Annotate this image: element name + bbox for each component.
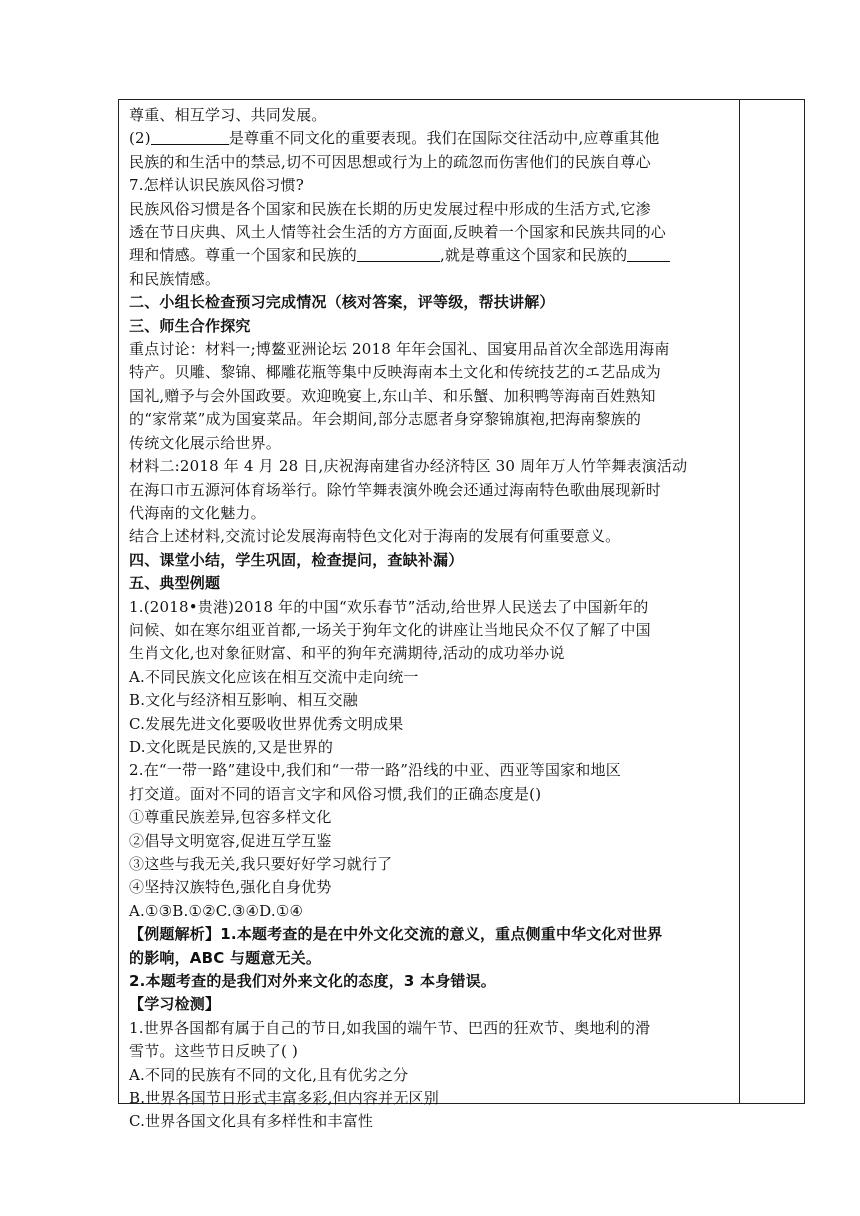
text-line: 的“家常菜”成为国宴菜品。年会期间,部分志愿者身穿黎锦旗袍,把海南黎族的: [129, 410, 642, 429]
statement-option: ①尊重民族差异,包容多样文化: [129, 808, 332, 827]
question-line: 打交道。面对不同的语言文字和风俗习惯,我们的正确态度是(): [129, 784, 542, 803]
question-line: 雪节。这些节日反映了( ): [129, 1042, 299, 1061]
line-text: 是尊重不同文化的重要表现。我们在国际交往活动中,应尊重其他: [228, 129, 660, 148]
example-analysis: 【例题解析】1.本题考查的是在中外文化交流的意义，重点侧重中华文化对世界: [129, 925, 663, 944]
question-line: 生肖文化,也对象征财富、和平的狗年充满期待,活动的成功举办说: [129, 644, 565, 663]
lesson-table: [118, 99, 805, 1131]
statement-option: ③这些与我无关,我只要好好学习就行了: [129, 855, 393, 873]
section-heading: 三、师生合作探究: [129, 316, 251, 335]
text-line-with-blanks: [129, 244, 735, 267]
line-text: ,就是尊重这个国家和民族的: [440, 246, 628, 265]
answer-option: D.文化既是民族的,又是世界的: [129, 737, 334, 756]
fill-in-blank: [151, 128, 229, 145]
answer-option: A.不同的民族有不同的文化,且有优劣之分: [129, 1065, 409, 1084]
question-line: 1.世界各国都有属于自己的节日,如我国的端午节、巴西的狂欢节、奥地利的滑: [129, 1018, 651, 1037]
text-line: 代海南的文化魅力。: [129, 503, 266, 522]
text-line: 国礼,赠予与会外国政要。欢迎晚宴上,东山羊、和乐蟹、加积鸭等海南百姓熟知: [129, 386, 656, 405]
text-line: 重点讨论：材料一;博鳌亚洲论坛 2018 年年会国礼、国宴用品首次全部选用海南: [129, 340, 670, 359]
section-heading: 四、课堂小结，学生巩固，检查提问，查缺补漏）: [129, 550, 464, 569]
answer-option: B.世界各国节日形式丰富多彩,但内容并无区别: [129, 1089, 439, 1108]
lesson-content: [129, 104, 735, 1134]
column-divider: [739, 100, 740, 1103]
text-line: 民族风俗习惯是各个国家和民族在长期的历史发展过程中形成的生活方式,它渗: [129, 199, 651, 218]
statement-option: ④坚持汉族特色,强化自身优势: [129, 878, 332, 897]
answer-choices: A.①③B.①②C.③④D.①④: [129, 901, 304, 920]
example-analysis: 2.本题考查的是我们对外来文化的态度，3 本身错误。: [129, 972, 496, 991]
text-line: 在海口市五源河体育场举行。除竹竿舞表演外晚会还通过海南特色歌曲展现新时: [129, 480, 662, 499]
example-analysis: 的影响，ABC 与题意无关。: [129, 948, 322, 967]
question-heading: 7.怎样认识民族风俗习惯?: [129, 176, 304, 195]
section-heading: 二、小组长检查预习完成情况（核对答案，评等级，帮扶讲解）: [129, 293, 555, 312]
item-number: (2): [129, 129, 151, 148]
answer-option: A.不同民族文化应该在相互交流中走向统一: [129, 667, 419, 686]
text-line: 和民族情感。: [129, 269, 221, 288]
statement-option: ②倡导文明宽容,促进互学互鉴: [129, 831, 332, 850]
text-line: 结合上述材料,交流讨论发展海南特色文化对于海南的发展有何重要意义。: [129, 527, 621, 546]
fill-in-blank: [357, 245, 440, 262]
fill-in-blank: [627, 245, 670, 262]
question-line: 2.在“一带一路”建设中,我们和“一带一路”沿线的中亚、西亚等国家和地区: [129, 761, 621, 780]
text-line: 透在节日庆典、风土人情等社会生活的方方面面,反映着一个国家和民族共同的心: [129, 223, 666, 242]
question-line: 1.(2018•贵港)2018 年的中国“欢乐春节”活动,给世界人民送去了中国新年的: [129, 597, 649, 616]
text-line: 尊重、相互学习、共同发展。: [129, 106, 327, 124]
line-text: 理和情感。尊重一个国家和民族的: [129, 246, 358, 265]
answer-option: B.文化与经济相互影响、相互交融: [129, 691, 358, 710]
text-line: 传统文化展示给世界。: [129, 433, 282, 452]
answer-option: C.世界各国文化具有多样性和丰富性: [129, 1112, 374, 1131]
text-line: 特产。贝雕、黎锦、椰雕花瓶等集中反映海南本土文化和传统技艺的エ艺品成为: [129, 363, 662, 382]
section-heading: 【学习检测】: [129, 995, 221, 1014]
answer-option: C.发展先进文化要吸收世界优秀文明成果: [129, 714, 404, 733]
text-line: 民族的和生活中的禁忌,切不可因思想或行为上的疏忽而伤害他们的民族自尊心: [129, 152, 651, 171]
text-line-with-blank: [129, 127, 735, 150]
section-heading: 五、典型例题: [129, 574, 221, 593]
text-line: 材料二:2018 年 4 月 28 日,庆祝海南建省办经济特区 30 周年万人竹竿舞表演活动: [129, 457, 688, 476]
question-line: 问候、如在寒尔组亚首都,一场关于狗年文化的讲座让当地民众不仅了解了中国: [129, 620, 651, 639]
